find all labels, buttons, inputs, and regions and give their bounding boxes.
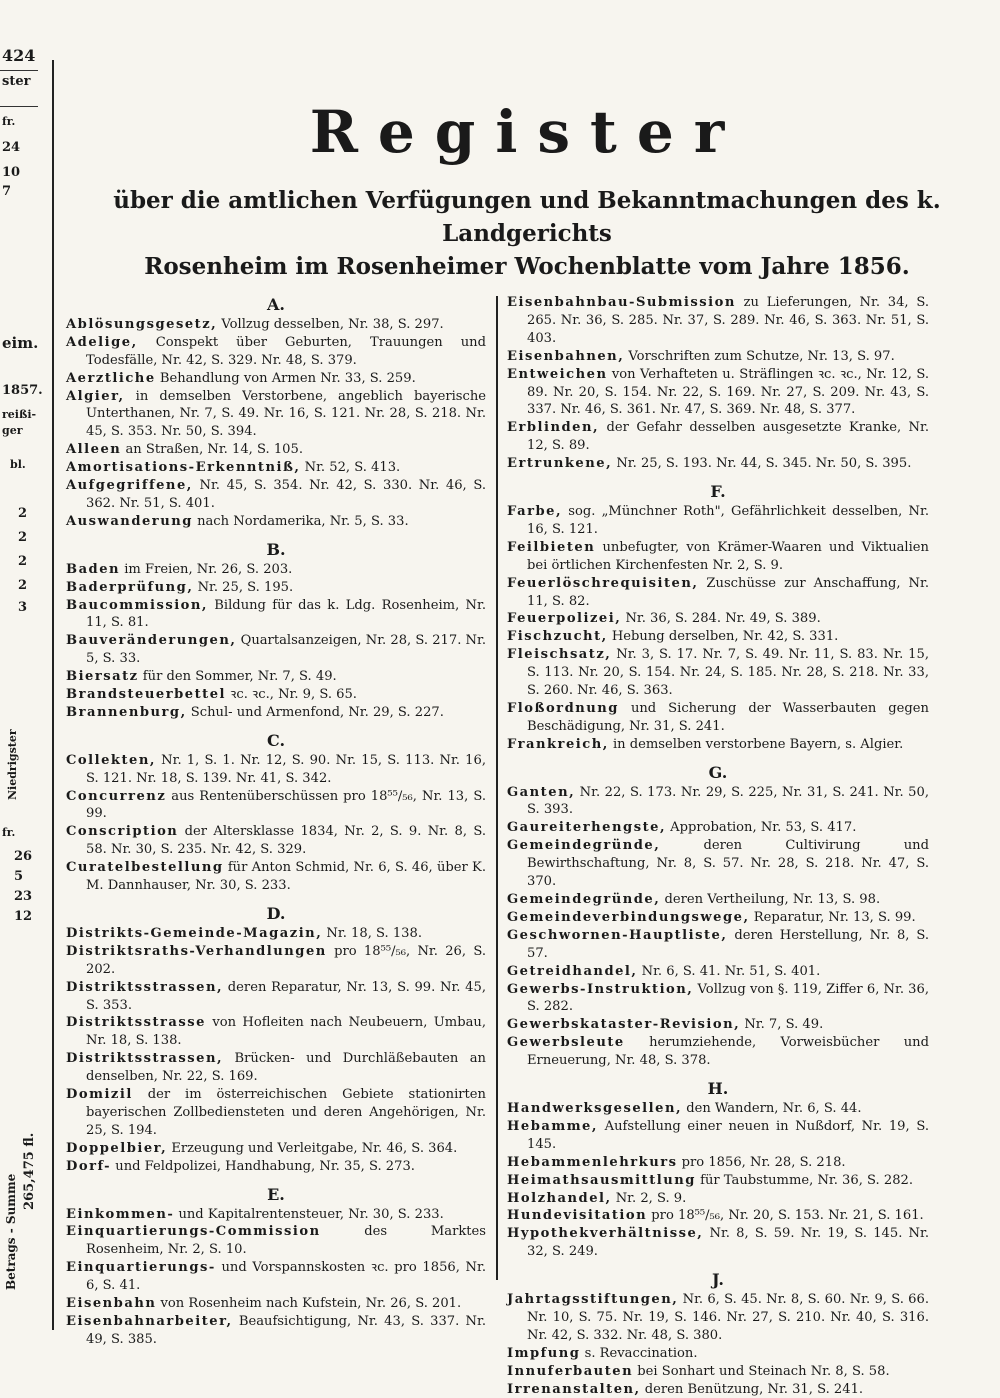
entry-references: deren Reparatur, Nr. 13, S. 99. Nr. 45, S. 353.: [86, 979, 486, 1013]
entry-references: für Anton Schmid, Nr. 6, S. 46, über K. M. Dannhauser, Nr. 30, S. 233.: [86, 860, 486, 894]
entry-keyword: Baderprüfung,: [66, 579, 194, 595]
index-entry: [66, 316, 486, 334]
entry-keyword: Gemeindeverbindungswege,: [507, 909, 750, 925]
entry-references: Nr. 3, S. 17. Nr. 7, S. 49. Nr. 11, S. 83. Nr. 15, S. 113. Nr. 20, S. 154. Nr. 24, S. 185. Nr. 28, S. 218. Nr. 33, S. 260. Nr. 46, S. 363.: [527, 647, 929, 699]
index-entry: [66, 561, 486, 579]
section-e-entries: [66, 1206, 486, 1349]
left-column: [66, 294, 486, 1349]
index-entry: [66, 925, 486, 943]
index-entry: [66, 1295, 486, 1313]
entry-keyword: Conscription: [66, 824, 179, 840]
entry-references: Nr. 22, S. 173. Nr. 29, S. 225, Nr. 31, S. 241. Nr. 50, S. 393.: [527, 784, 929, 818]
entry-references: nach Nordamerika, Nr. 5, S. 33.: [192, 513, 409, 529]
entry-references: an Straßen, Nr. 14, S. 105.: [121, 442, 303, 458]
margin-vertical-text: Niedrigster: [6, 729, 19, 800]
index-entry: [66, 668, 486, 686]
entry-keyword: Gewerbskataster-Revision,: [507, 1017, 741, 1033]
index-entry: [66, 459, 486, 477]
index-entry: [507, 909, 929, 927]
index-entry: [507, 503, 929, 539]
entry-references: Nr. 1, S. 1. Nr. 12, S. 90. Nr. 15, S. 113. Nr. 16, S. 121. Nr. 18, S. 139. Nr. 41, S. 342.: [86, 752, 486, 786]
section-h-entries: [507, 1100, 929, 1261]
margin-text: 1857.: [2, 383, 43, 398]
entry-keyword: Eisenbahnarbeiter,: [66, 1313, 233, 1329]
margin-vertical-text: Betrags - Summe: [4, 1173, 18, 1290]
entry-keyword: Concurrenz: [66, 788, 167, 804]
entry-keyword: Algier,: [66, 388, 125, 404]
index-entry: [507, 348, 929, 366]
index-entry: [66, 388, 486, 442]
subtitle-line: Rosenheim im Rosenheimer Wochenblatte vom Jahre 1856.: [144, 253, 910, 280]
entry-keyword: Ganten,: [507, 784, 576, 800]
section-letter-i: J.: [712, 1270, 724, 1290]
index-entry: [507, 419, 929, 455]
section-letter-d: D.: [266, 904, 286, 923]
entry-keyword: Hebamme,: [507, 1118, 598, 1134]
margin-rule: [0, 106, 38, 107]
entry-keyword: Dorf-: [66, 1158, 112, 1174]
entry-references: für Taubstumme, Nr. 36, S. 282.: [695, 1172, 914, 1188]
index-entry: [66, 1014, 486, 1050]
entry-keyword: Einkommen-: [66, 1206, 175, 1222]
section-e-continued-entries: [507, 294, 929, 473]
entry-references: Brücken- und Durchläßebauten an denselben, Nr. 22, S. 169.: [86, 1051, 486, 1085]
entry-references: zu Lieferungen, Nr. 34, S. 265. Nr. 36, S. 285. Nr. 37, S. 289. Nr. 46, S. 363. Nr. 51, S. 403.: [527, 295, 929, 346]
entry-keyword: Feilbieten: [507, 539, 596, 555]
column-divider: [496, 296, 498, 1280]
index-entry: [66, 579, 486, 597]
index-entry: [66, 1086, 486, 1140]
margin-text: fr.: [2, 115, 16, 128]
margin-text: 2: [18, 530, 28, 545]
entry-keyword: Impfung: [507, 1345, 581, 1361]
subtitle-line: über die amtlichen Verfügungen und Bekanntmachungen des k. Landgerichts: [113, 187, 941, 247]
index-entry: [66, 1206, 486, 1224]
entry-keyword: Distrikts-Gemeinde-Magazin,: [66, 925, 323, 941]
entry-keyword: Feuerlöschrequisiten,: [507, 575, 699, 591]
section-i-entries: [507, 1291, 929, 1398]
entry-references: der Gefahr desselben ausgesetzte Kranke, Nr. 12, S. 89.: [527, 420, 929, 454]
index-entry: [66, 1259, 486, 1295]
index-entry: [507, 1190, 929, 1208]
entry-references: in demselben Verstorbene, angeblich bayerische Unterthanen, Nr. 7, S. 49. Nr. 16, S. 121. Nr. 28, S. 218. Nr. 45, S. 353. Nr. 50, S. 394.: [86, 388, 486, 440]
margin-text: 24: [2, 140, 21, 155]
entry-keyword: Bauveränderungen,: [66, 633, 237, 649]
entry-keyword: Doppelbier,: [66, 1140, 168, 1156]
index-entry: [66, 1313, 486, 1349]
entry-references: Vorschriften zum Schutze, Nr. 13, S. 97.: [624, 348, 895, 364]
entry-references: Beaufsichtigung, Nr. 43, S. 337. Nr. 49, S. 385.: [86, 1313, 486, 1347]
index-entry: [66, 597, 486, 633]
entry-keyword: Domizil: [66, 1087, 133, 1103]
index-entry: [507, 1291, 929, 1345]
margin-text: 5: [14, 869, 24, 884]
entry-keyword: Gewerbsleute: [507, 1035, 625, 1051]
entry-keyword: Gemeindegründe,: [507, 892, 661, 907]
margin-text: ger: [2, 424, 23, 437]
entry-keyword: Hebammenlehrkurs: [507, 1154, 678, 1170]
entry-keyword: Hypothekverhältnisse,: [507, 1226, 704, 1242]
entry-keyword: Holzhandel,: [507, 1190, 612, 1206]
entry-keyword: Einquartierungs-: [66, 1260, 216, 1276]
index-entry: [507, 646, 929, 700]
section-letter-e: E.: [267, 1184, 285, 1204]
index-entry: [66, 1223, 486, 1259]
entry-references: Zuschüsse zur Anschaffung, Nr. 11, S. 82.: [527, 575, 929, 609]
section-letter-h: H.: [707, 1079, 729, 1099]
margin-text: 23: [14, 889, 33, 904]
entry-keyword: Alleen: [66, 442, 122, 458]
entry-keyword: Geschwornen-Hauptliste,: [507, 927, 728, 943]
index-entry: [507, 700, 929, 736]
entry-keyword: Distriktsstrassen,: [66, 1051, 224, 1067]
entry-references: pro 1856, Nr. 28, S. 218.: [677, 1154, 846, 1170]
entry-references: Nr. 6, S. 41. Nr. 51, S. 401.: [637, 963, 821, 979]
index-entry: [66, 823, 486, 859]
margin-text: fr.: [2, 826, 16, 839]
index-entry: [507, 1207, 929, 1225]
entry-keyword: Biersatz: [66, 669, 139, 685]
index-entry: [507, 736, 929, 754]
index-entry: [507, 539, 929, 575]
index-entry: [66, 686, 486, 704]
entry-references: Nr. 25, S. 193. Nr. 44, S. 345. Nr. 50, S. 395.: [612, 456, 912, 472]
entry-keyword: Baden: [66, 561, 121, 577]
entry-references: unbefugter, von Krämer-Waaren und Viktualien bei örtlichen Kirchenfesten Nr. 2, S. 9.: [527, 539, 929, 573]
section-a-entries: [66, 316, 486, 531]
entry-references: Nr. 45, S. 354. Nr. 42, S. 330. Nr. 46, S. 362. Nr. 51, S. 401.: [86, 478, 486, 511]
entry-keyword: Brandsteuerbettel: [66, 687, 227, 703]
entry-references: Approbation, Nr. 53, S. 417.: [666, 820, 857, 836]
index-entry: [66, 704, 486, 722]
index-entry: [66, 513, 486, 531]
entry-references: und Vorspannskosten ꝛc. pro 1856, Nr. 6, S. 41.: [86, 1260, 486, 1294]
index-entry: [66, 752, 486, 788]
entry-references: Nr. 36, S. 284. Nr. 49, S. 389.: [621, 611, 821, 627]
entry-references: und Sicherung der Wasserbauten gegen Beschädigung, Nr. 31, S. 241.: [527, 700, 929, 734]
index-entry: [507, 1034, 929, 1070]
index-entry: [507, 1100, 929, 1118]
entry-references: pro 18⁵⁵/₅₆, Nr. 26, S. 202.: [86, 943, 486, 977]
section-letter-a: A.: [267, 295, 285, 314]
entry-keyword: Handwerksgesellen,: [507, 1100, 683, 1116]
entry-keyword: Fischzucht,: [507, 629, 608, 645]
entry-references: Erzeugung und Verleitgabe, Nr. 46, S. 364.: [167, 1140, 458, 1156]
index-entry: [507, 1381, 929, 1398]
entry-keyword: Ablösungsgesetz,: [66, 316, 218, 332]
margin-text: ster: [2, 74, 31, 89]
entry-references: von Hofleiten nach Neubeuern, Umbau, Nr. 18, S. 138.: [86, 1015, 486, 1049]
entry-references: Nr. 6, S. 45. Nr. 8, S. 60. Nr. 9, S. 66. Nr. 10, S. 75. Nr. 19, S. 146. Nr. 27, S. 210. Nr. 40, S. 316. Nr. 42, S. 332. Nr. 48, S. 380.: [527, 1292, 929, 1343]
index-entry: [66, 370, 486, 388]
entry-keyword: Distriktsraths-Verhandlungen: [66, 943, 327, 959]
entry-keyword: Hundevisitation: [507, 1208, 648, 1224]
entry-keyword: Einquartierungs-Commission: [66, 1224, 321, 1240]
entry-references: Quartalsanzeigen, Nr. 28, S. 217. Nr. 5, S. 33.: [86, 633, 486, 667]
entry-keyword: Amortisations-Erkenntniß,: [66, 460, 301, 476]
entry-keyword: Collekten,: [66, 752, 156, 768]
entry-references: Nr. 7, S. 49.: [740, 1017, 824, 1033]
entry-references: Behandlung von Armen Nr. 33, S. 259.: [155, 370, 416, 386]
index-entry: [66, 334, 486, 370]
entry-keyword: Distriktsstrassen,: [66, 979, 224, 995]
entry-references: Hebung derselben, Nr. 42, S. 331.: [607, 629, 839, 645]
entry-references: und Feldpolizei, Handhabung, Nr. 35, S. 273.: [111, 1158, 415, 1174]
index-entry: [507, 1016, 929, 1034]
margin-rule: [0, 70, 38, 71]
entry-keyword: Fleischsatz,: [507, 647, 612, 663]
section-letter-b: B.: [266, 539, 286, 559]
entry-references: und Kapitalrentensteuer, Nr. 30, S. 233.: [174, 1206, 444, 1222]
entry-keyword: Gaureiterhengste,: [507, 820, 667, 836]
index-entry: [66, 943, 486, 979]
index-entry: [507, 1363, 929, 1381]
index-entry: [507, 575, 929, 611]
right-column: [507, 294, 929, 1398]
entry-references: im Freien, Nr. 26, S. 203.: [120, 561, 293, 577]
index-entry: [507, 963, 929, 981]
entry-references: aus Rentenüberschüssen pro 18⁵⁵/₅₆, Nr. 13, S. 99.: [86, 788, 486, 822]
margin-text: 2: [18, 578, 28, 593]
entry-keyword: Ertrunkene,: [507, 456, 613, 472]
index-entry: [507, 294, 929, 348]
index-entry: [66, 859, 486, 895]
section-b-entries: [66, 561, 486, 722]
section-d-entries: [66, 925, 486, 1176]
entry-references: Nr. 25, S. 195.: [193, 579, 294, 595]
entry-keyword: Frankreich,: [507, 736, 609, 752]
margin-text: 10: [2, 165, 21, 180]
margin-text: 7: [2, 184, 12, 199]
index-entry: [507, 837, 929, 891]
entry-keyword: Gemeindegründe,: [507, 838, 661, 854]
index-entry: [507, 1225, 929, 1261]
index-entry: [507, 1345, 929, 1363]
entry-references: der Altersklasse 1834, Nr. 2, S. 9. Nr. 8, S. 58. Nr. 30, S. 235. Nr. 42, S. 329.: [86, 824, 486, 858]
margin-text: 2: [18, 554, 28, 569]
margin-text: eim.: [2, 334, 39, 352]
index-entry: [507, 891, 929, 909]
entry-references: in demselben verstorbene Bayern, s. Algier.: [608, 736, 904, 752]
entry-keyword: Jahrtagsstiftungen,: [507, 1292, 679, 1308]
index-entry: [507, 610, 929, 628]
entry-references: Vollzug desselben, Nr. 38, S. 297.: [217, 316, 444, 332]
entry-keyword: Brannenburg,: [66, 704, 187, 720]
index-entry: [507, 927, 929, 963]
entry-keyword: Adelige,: [66, 334, 138, 350]
index-entry: [507, 784, 929, 820]
margin-text: 2: [18, 506, 28, 521]
entry-references: pro 18⁵⁵/₅₆, Nr. 20, S. 153. Nr. 21, S. 161.: [647, 1208, 924, 1224]
previous-page-margin: [0, 46, 54, 1330]
entry-references: sog. „Münchner Roth", Gefährlichkeit desselben, Nr. 16, S. 121.: [527, 503, 929, 537]
margin-text: 3: [18, 600, 28, 615]
index-entry: [507, 628, 929, 646]
entry-references: Bildung für das k. Ldg. Rosenheim, Nr. 11, S. 81.: [86, 597, 486, 631]
entry-keyword: Irrenanstalten,: [507, 1381, 641, 1397]
entry-references: Nr. 52, S. 413.: [300, 460, 401, 476]
entry-keyword: Heimathsausmittlung: [507, 1172, 696, 1188]
entry-references: herumziehende, Vorweisbücher und Erneuerung, Nr. 48, S. 378.: [527, 1035, 929, 1069]
entry-references: Schul- und Armenfond, Nr. 29, S. 227.: [186, 704, 444, 720]
entry-keyword: Erblinden,: [507, 420, 600, 436]
section-letter-f: F.: [710, 482, 726, 502]
index-entry: [66, 477, 486, 513]
entry-keyword: Eisenbahn: [66, 1296, 157, 1312]
entry-references: Nr. 2, S. 9.: [611, 1190, 687, 1206]
index-entry: [66, 441, 486, 459]
entry-references: deren Vertheilung, Nr. 13, S. 98.: [660, 892, 881, 907]
index-entry: [66, 632, 486, 668]
entry-keyword: Curatelbestellung: [66, 860, 224, 876]
entry-references: des Marktes Rosenheim, Nr. 2, S. 10.: [86, 1224, 486, 1258]
page-title: Register: [309, 98, 745, 166]
entry-references: von Verhafteten u. Sträflingen ꝛc. ꝛc., Nr. 12, S. 89. Nr. 20, S. 154. Nr. 22, S. 169. Nr. 27, S. 209. Nr. 43, S. 337. Nr. 46, S. 361. Nr. 47, S. 369. Nr. 48, S. 377.: [527, 366, 929, 418]
section-letter-g: G.: [708, 762, 728, 782]
section-g-entries: [507, 784, 929, 1071]
index-entry: [66, 1140, 486, 1158]
page-subtitle: [62, 184, 992, 283]
section-c-entries: [66, 752, 486, 895]
entry-references: von Rosenheim nach Kufstein, Nr. 26, S. 201.: [156, 1296, 462, 1312]
entry-keyword: Entweichen: [507, 366, 608, 382]
index-entry: [507, 366, 929, 420]
entry-keyword: Getreidhandel,: [507, 963, 638, 979]
margin-page-number: 424: [2, 46, 36, 65]
entry-keyword: Feuerpolizei,: [507, 611, 622, 627]
entry-references: deren Cultivirung und Bewirthschaftung, Nr. 8, S. 57. Nr. 28, S. 218. Nr. 47, S. 370.: [527, 838, 929, 890]
index-entry: [66, 1050, 486, 1086]
margin-text: 26: [14, 849, 33, 864]
entry-keyword: Distriktsstrasse: [66, 1015, 206, 1031]
entry-keyword: Aerztliche: [66, 370, 156, 386]
entry-keyword: Auswanderung: [66, 513, 193, 529]
entry-references: bei Sonhart und Steinach Nr. 8, S. 58.: [633, 1363, 890, 1379]
index-entry: [66, 788, 486, 824]
entry-references: deren Benützung, Nr. 31, S. 241.: [640, 1381, 864, 1397]
index-entry: [66, 979, 486, 1015]
entry-references: der im österreichischen Gebiete stationirten bayerischen Zollbediensteten und deren Angehörigen, Nr. 25, S. 194.: [86, 1087, 486, 1138]
section-f-entries: [507, 503, 929, 754]
entry-references: den Wandern, Nr. 6, S. 44.: [682, 1100, 862, 1116]
index-entry: [66, 1158, 486, 1176]
entry-references: Vollzug von §. 119, Ziffer 6, Nr. 36, S. 282.: [527, 981, 929, 1015]
entry-keyword: Eisenbahnen,: [507, 348, 625, 364]
entry-references: Reparatur, Nr. 13, S. 99.: [749, 909, 916, 925]
entry-keyword: Floßordnung: [507, 700, 619, 716]
entry-references: deren Herstellung, Nr. 8, S. 57.: [527, 927, 929, 961]
index-entry: [507, 819, 929, 837]
index-entry: [507, 1172, 929, 1190]
index-entry: [507, 455, 929, 473]
entry-keyword: Gewerbs-Instruktion,: [507, 981, 694, 997]
entry-keyword: Eisenbahnbau-Submission: [507, 295, 736, 310]
margin-text: bl.: [10, 458, 26, 471]
entry-keyword: Aufgegriffene,: [66, 478, 193, 494]
section-letter-c: C.: [266, 730, 286, 750]
entry-keyword: Baucommission,: [66, 597, 208, 613]
entry-references: s. Revaccination.: [580, 1345, 698, 1361]
margin-text: reißi-: [2, 408, 37, 421]
margin-vertical-text: 265,475 fl.: [22, 1132, 37, 1210]
entry-references: Nr. 18, S. 138.: [322, 925, 422, 941]
entry-keyword: Innuferbauten: [507, 1363, 634, 1379]
entry-references: Conspekt über Geburten, Trauungen und Todesfälle, Nr. 42, S. 329. Nr. 48, S. 379.: [86, 334, 486, 368]
entry-references: ꝛc. ꝛc., Nr. 9, S. 65.: [226, 687, 357, 703]
margin-text: 12: [14, 909, 33, 924]
index-entry: [507, 981, 929, 1017]
index-entry: [507, 1118, 929, 1154]
entry-keyword: Farbe,: [507, 503, 563, 519]
entry-references: Nr. 8, S. 59. Nr. 19, S. 145. Nr. 32, S. 249.: [527, 1226, 929, 1260]
entry-references: für den Sommer, Nr. 7, S. 49.: [138, 669, 337, 685]
entry-references: Aufstellung einer neuen in Nußdorf, Nr. 19, S. 145.: [527, 1118, 929, 1152]
index-entry: [507, 1154, 929, 1172]
